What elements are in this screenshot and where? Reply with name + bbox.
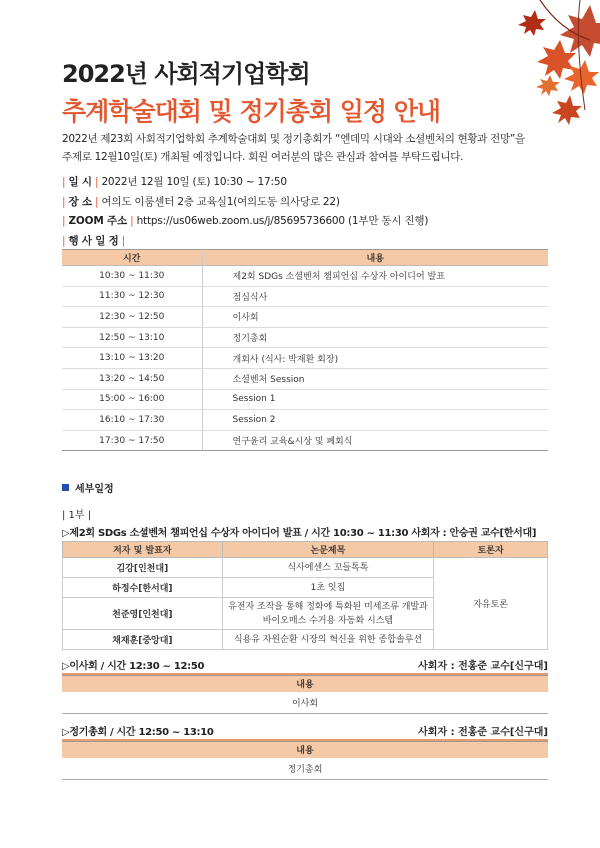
schedule-content: 소셜벤처 Session: [202, 368, 548, 389]
info-date-value: 2022년 12월 10일 (토) 10:30 ~ 17:50: [101, 176, 287, 188]
paper-cell: 유전자 조작을 통해 정화에 특화된 미세조류 개발과 바이오매스 수거용 자동화 시스템: [222, 598, 434, 630]
session3-content: 정기총회: [62, 758, 548, 780]
info-schedule: | 행 사 일 정 |: [62, 234, 126, 247]
author-cell: 하정수[한서대]: [63, 578, 223, 598]
page-title: 2022년 사회적기업학회: [62, 60, 310, 88]
schedule-header-row: [62, 250, 548, 266]
schedule-row: [62, 410, 548, 431]
schedule-row: [62, 307, 548, 328]
info-place-label: 장 소: [68, 195, 92, 208]
schedule-time: 17:30 ~ 17:50: [62, 430, 202, 451]
paper-cell: 1초 잇집: [222, 578, 434, 598]
schedule-row: [62, 266, 548, 287]
col-discussant-header: 토론자: [434, 542, 548, 558]
col-author-header: 저자 및 발표자: [63, 542, 223, 558]
schedule-time: 13:10 ~ 13:20: [62, 348, 202, 369]
col-content-header: 내용: [62, 676, 548, 692]
session2-row: [62, 692, 548, 714]
schedule-row: [62, 430, 548, 451]
square-bullet-icon: [62, 484, 69, 491]
session2-content: 이사회: [62, 692, 548, 714]
session3-host: 사회자 : 전홍준 교수[신구대]: [418, 727, 548, 738]
schedule-time: 15:00 ~ 16:00: [62, 389, 202, 410]
session1-header-row: [63, 542, 548, 558]
info-zoom-link[interactable]: https://us06web.zoom.us/j/85695736600 (1부만 동시 진행): [136, 215, 429, 227]
schedule-content: 개회사 (식사: 박재환 회장): [202, 348, 548, 369]
section-heading: [62, 480, 114, 495]
schedule-time: 16:10 ~ 17:30: [62, 410, 202, 431]
schedule-row: [62, 348, 548, 369]
session3-table: [62, 741, 548, 780]
info-zoom-label: ZOOM 주소: [68, 215, 127, 227]
session2-title: ▷이사회 / 시간 12:30 ~ 12:50: [62, 661, 205, 672]
intro-line: 주제로 12월10일(토) 개최될 예정입니다. 회원 여러분의 많은 관심과 참여를 부탁드립니다.: [62, 151, 464, 163]
schedule-row: [62, 389, 548, 410]
maple-leaves-decoration: [440, 0, 600, 150]
col-time-header: 시간: [62, 250, 202, 266]
discussant-cell: 자유토론: [434, 558, 548, 650]
schedule-content: Session 2: [202, 410, 548, 431]
schedule-content: 이사회: [202, 307, 548, 328]
session3-row: [62, 758, 548, 780]
schedule-row: [62, 286, 548, 307]
author-cell: 천준영[인천대]: [63, 598, 223, 630]
schedule-content: 연구윤리 교육&시상 및 폐회식: [202, 430, 548, 451]
session1-title: ▷제2회 SDGs 소셜벤처 챔피언십 수상자 아이디어 발표 / 시간 10:30 ~ 11:30 사회자 : 안승권 교수[한서대]: [62, 528, 537, 539]
intro-line: 2022년 제23회 사회적기업학회 추계학술대회 및 정기총회가 “엔데믹 시대와 소셜벤처의 현황과 전망”을: [62, 133, 525, 145]
info-date: | 일 시 | 2022년 12월 10일 (토) 10:30 ~ 17:50: [62, 176, 287, 188]
part-label: | 1부 |: [62, 510, 92, 521]
info-place: | 장 소 | 여의도 이룸센터 2층 교육실1(여의도동 의사당로 22): [62, 195, 340, 208]
page-subtitle: 추계학술대회 및 정기총회 일정 안내: [62, 97, 441, 126]
schedule-time: 10:30 ~ 11:30: [62, 266, 202, 287]
schedule-time: 12:30 ~ 12:50: [62, 307, 202, 328]
col-content-header: 내용: [62, 742, 548, 758]
schedule-content: 정기총회: [202, 327, 548, 348]
session2-host: 사회자 : 전홍준 교수[신구대]: [418, 661, 548, 672]
intro-paragraph: [62, 130, 548, 166]
paper-cell: 식용유 자원순환 시장의 혁신을 위한 종합솔루션: [222, 630, 434, 650]
info-zoom: | ZOOM 주소 | https://us06web.zoom.us/j/85695736600 (1부만 동시 진행): [62, 215, 429, 227]
session3-title: ▷정기총회 / 시간 12:50 ~ 13:10: [62, 727, 214, 738]
info-place-value: 여의도 이룸센터 2층 교육실1(여의도동 의사당로 22): [101, 195, 340, 208]
session2-header-row: [62, 676, 548, 692]
session1-row: [63, 558, 548, 578]
author-cell: 채재훈[중앙대]: [63, 630, 223, 650]
schedule-row: [62, 327, 548, 348]
schedule-content: 제2회 SDGs 소셜벤처 챔피언십 수상자 아이디어 발표: [202, 266, 548, 287]
info-schedule-label: 행 사 일 정: [68, 234, 119, 247]
session1-table: [62, 541, 548, 650]
session3-header-row: [62, 742, 548, 758]
col-content-header: 내용: [202, 250, 548, 266]
info-date-label: 일 시: [68, 176, 92, 188]
schedule-time: 11:30 ~ 12:30: [62, 286, 202, 307]
section-heading-text: 세부일정: [75, 484, 114, 495]
event-info: [62, 173, 428, 251]
col-paper-header: 논문제목: [222, 542, 434, 558]
schedule-time: 13:20 ~ 14:50: [62, 368, 202, 389]
schedule-content: 점심식사: [202, 286, 548, 307]
schedule-time: 12:50 ~ 13:10: [62, 327, 202, 348]
schedule-content: Session 1: [202, 389, 548, 410]
schedule-table: [62, 249, 548, 451]
author-cell: 김강[인천대]: [63, 558, 223, 578]
paper-cell: 식사에센스 꼬들톡톡: [222, 558, 434, 578]
schedule-row: [62, 368, 548, 389]
session2-table: [62, 675, 548, 714]
